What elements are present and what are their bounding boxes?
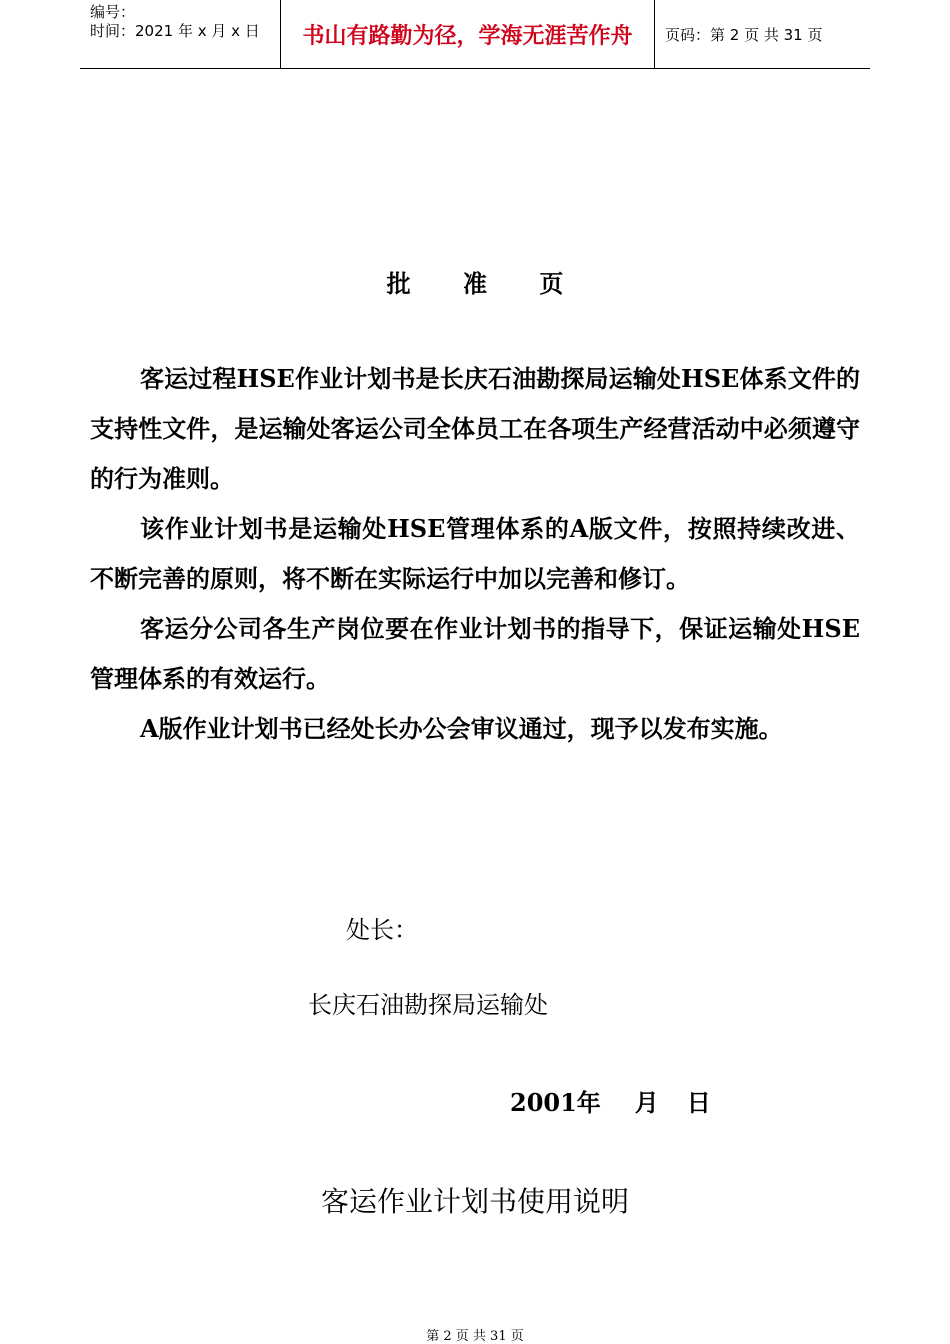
date-month: 月 xyxy=(634,1088,659,1117)
header-meta xyxy=(80,0,281,68)
title-char: 准 xyxy=(463,269,487,298)
header-page-info: 页码：第 2 页 共 31 页 xyxy=(665,25,823,44)
organization-name: 长庆石油勘探局运输处 xyxy=(308,991,548,1019)
paragraph: 客运分公司各生产岗位要在作业计划书的指导下，保证运输处HSE管理体系的有效运行。 xyxy=(90,614,860,693)
date-day: 日 xyxy=(686,1088,711,1117)
number-label: 编号： xyxy=(90,3,136,21)
header-motto: 书山有路勤为径，学海无涯苦作舟 xyxy=(281,0,655,68)
signature-date xyxy=(510,1083,711,1118)
paragraph: 客运过程HSE作业计划书是长庆石油勘探局运输处HSE体系文件的支持性文件，是运输处客运公司全体员工在各项生产经营活动中必须遵守的行为准则。 xyxy=(90,364,860,493)
section-title: 客运作业计划书使用说明 xyxy=(320,1185,629,1218)
title-char: 批 xyxy=(386,269,411,298)
paragraph: A版作业计划书已经处长办公会审议通过，现予以发布实施。 xyxy=(140,714,783,743)
date-year: 2001年 xyxy=(510,1088,601,1117)
time-label: 时间：2021 年 x 月 x 日 xyxy=(90,22,260,40)
paragraph: 该作业计划书是运输处HSE管理体系的A版文件，按照持续改进、不断完善的原则，将不断在实际运行中加以完善和修订。 xyxy=(90,514,860,593)
page-title xyxy=(0,264,950,299)
title-char: 页 xyxy=(539,269,564,298)
approval-body xyxy=(90,354,860,754)
page-footer: 第 2 页 共 31 页 xyxy=(426,1329,524,1344)
page-header xyxy=(80,0,870,69)
head-signature-label: 处长： xyxy=(346,916,418,944)
